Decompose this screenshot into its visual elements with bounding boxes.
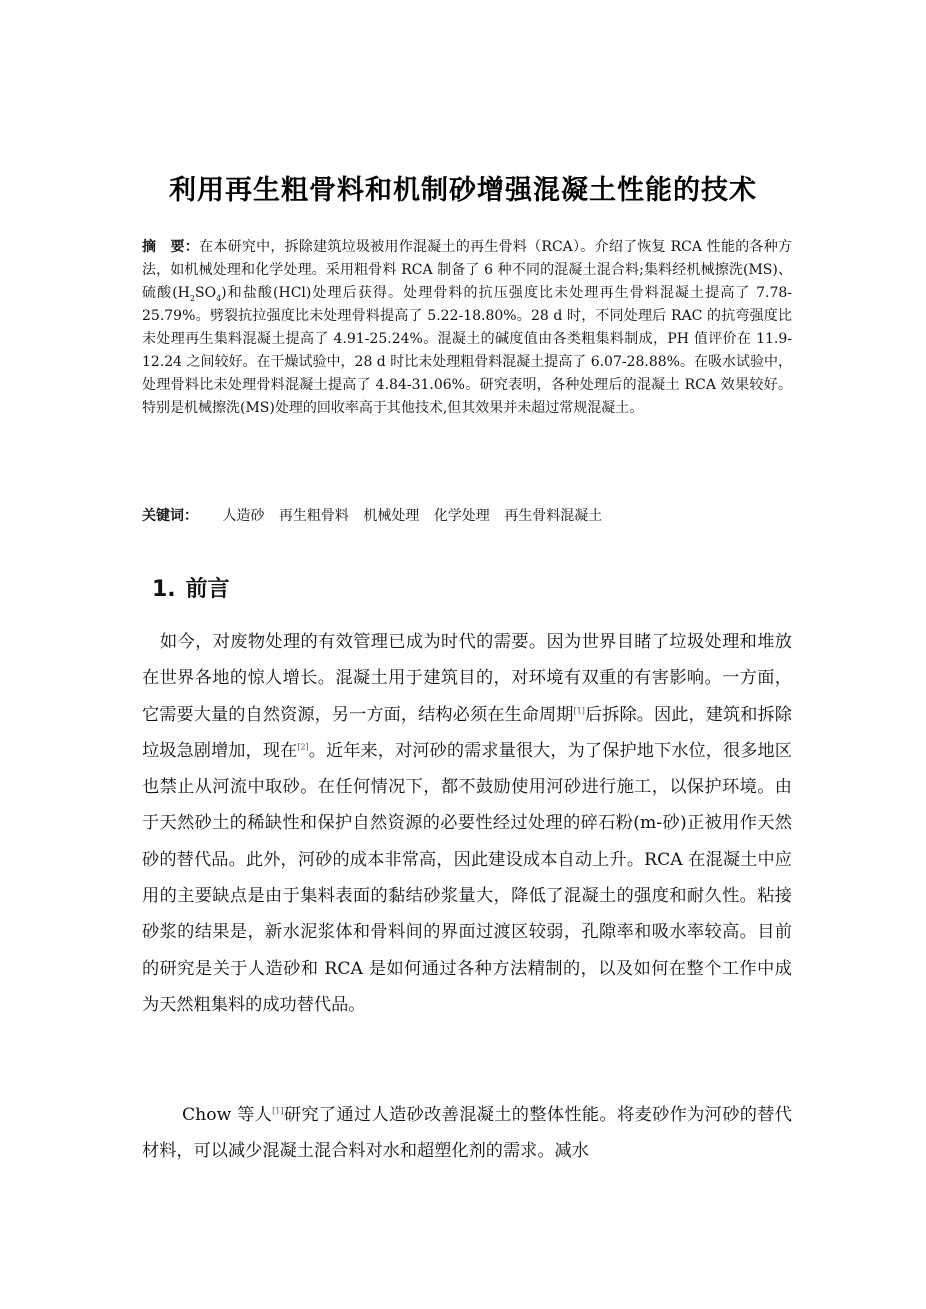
paragraph-text: 研究了通过人造砂改善混凝土的整体性能。将麦砂作为河砂的替代材料，可以减少混凝土混合料对水和超塑化剂的需求。减水 (142, 1105, 792, 1162)
keyword: 化学处理 (433, 508, 490, 524)
abstract-text-1: 在本研究中，拆除建筑垃圾被用作混凝土的再生骨料（RCA）。介绍了恢复 RCA 性能的各种方法，如机械处理和化学处理。采用粗骨料 RCA 制备了 6 种不同的混凝土混合料;集料经机械擦洗(MS)、硫酸(H (142, 239, 793, 301)
keyword: 再生粗骨料 (278, 508, 349, 524)
citation-ref[interactable]: [1] (272, 1106, 284, 1116)
keyword: 机械处理 (363, 508, 420, 524)
keyword: 再生骨料混凝土 (504, 508, 603, 524)
section-heading (152, 572, 230, 603)
body-paragraph-1 (142, 624, 792, 1023)
paragraph-text: 后拆除。因此，建筑和拆除垃圾急剧增加，现在 (142, 704, 792, 761)
abstract (142, 236, 792, 420)
body-paragraph-2 (142, 1097, 792, 1170)
abstract-text-2: SO (194, 285, 217, 301)
paper-title: 利用再生粗骨料和机制砂增强混凝土性能的技术 (169, 175, 757, 207)
keyword: 人造砂 (222, 508, 265, 524)
keywords (142, 505, 792, 527)
paragraph-text: 如今，对废物处理的有效管理已成为时代的需要。因为世界目睹了垃圾处理和堆放在世界各地的惊人增长。混凝土用于建筑目的，对环境有双重的有害影响。一方面，它需要大量的自然资源，另一方面，结构必须在生命周期 (142, 632, 792, 725)
citation-ref[interactable]: [1] (573, 705, 585, 715)
paragraph-text: Chow 等人 (182, 1105, 273, 1125)
section-number: 1. (152, 577, 176, 602)
citation-ref[interactable]: [2] (297, 742, 309, 752)
abstract-label: 摘 要： (142, 239, 200, 255)
abstract-text-3: )和盐酸(HCl)处理后获得。处理骨料的抗压强度比未处理再生骨料混凝土提高了 7.78- 25.79%。劈裂抗拉强度比未处理骨料提高了 5.22-18.80%。28 d 时，不同处理后 RAC 的抗弯强度比未处理再生集料混凝土提高了 4.91-25.24%。混凝土的碱度值由各类粗集料制成，PH 值评价在 11.9- 12.24 之间较好。在干燥试验中，28 d 时比未处理粗骨料混凝土提高了 6.07-28.88%。在吸水试验中，处理骨料比未处理骨料混凝土提高了 4.84-31.06%。研究表明，各种处理后的混凝土 RCA 效果较好。特别是机械擦洗(MS)处理的回收率高于其他技术,但其效果并未超过常规混凝土。 (142, 285, 793, 416)
paragraph-text: 。近年来，对河砂的需求量很大，为了保护地下水位，很多地区也禁止从河流中取砂。在任何情况下，都不鼓励使用河砂进行施工，以保护环境。由于天然砂土的稀缺性和保护自然资源的必要性经过处理的碎石粉(m-砂)正被用作天然砂的替代品。此外，河砂的成本非常高，因此建设成本自动上升。RCA 在混凝土中应用的主要缺点是由于集料表面的黏结砂浆量大，降低了混凝土的强度和耐久性。粘接砂浆的结果是，新水泥浆体和骨料间的界面过渡区较弱，孔隙率和吸水率较高。目前的研究是关于人造砂和 RCA 是如何通过各种方法精制的，以及如何在整个工作中成为天然粗集料的成功替代品。 (142, 740, 792, 1015)
section-title: 前言 (185, 577, 230, 602)
abstract-subscript-2: 4 (216, 293, 222, 303)
keywords-label: 关键词： (142, 508, 198, 524)
abstract-subscript-1: 2 (189, 293, 195, 303)
